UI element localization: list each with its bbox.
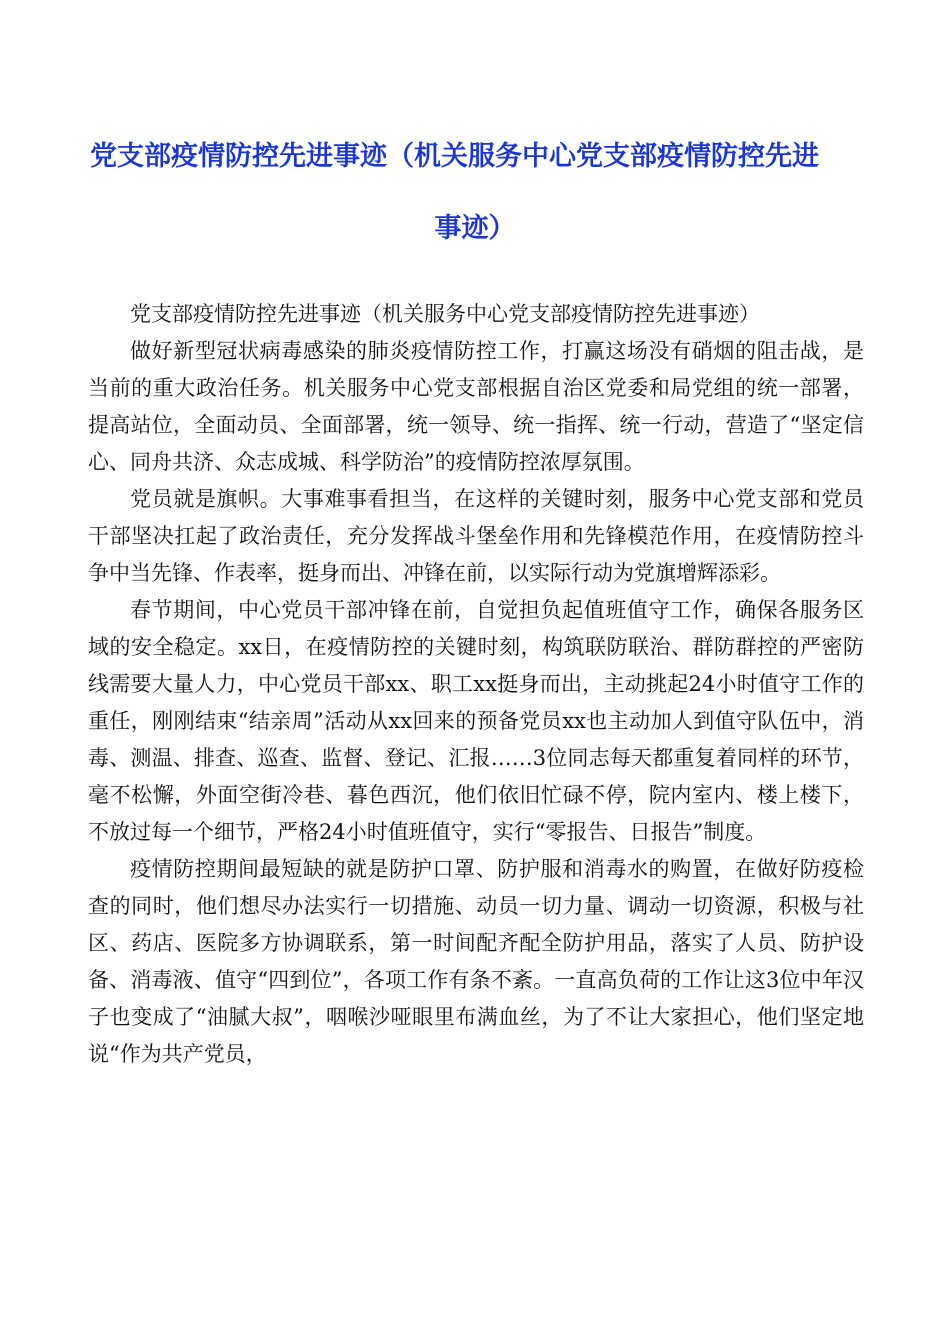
document-body (88, 296, 864, 1073)
paragraph-supplies: 疫情防控期间最短缺的就是防护口罩、防护服和消毒水的购置，在做好防疫检查的同时，他们想尽办法实行一切措施、动员一切力量、调动一切资源，积极与社区、药店、医院多方协调联系，第一时间配齐配全防护用品，落实了人员、防护设备、消毒液、值守“四到位”，各项工作有条不紊。一直高负荷的工作让这3位中年汉子也变成了“油腻大叔”，咽喉沙哑眼里布满血丝，为了不让大家担心，他们坚定地说“作为共产党员， (88, 857, 864, 1066)
paragraph-party-members: 党员就是旗帜。大事难事看担当，在这样的关键时刻，服务中心党支部和党员干部坚决扛起了政治责任，充分发挥战斗堡垒作用和先锋模范作用，在疫情防控斗争中当先锋、作表率，挺身而出、冲锋在前，以实际行动为党旗增辉添彩。 (88, 487, 864, 585)
paragraph-spring-festival: 春节期间，中心党员干部冲锋在前，自觉担负起值班值守工作，确保各服务区域的安全稳定。xx日，在疫情防控的关键时刻，构筑联防联治、群防群控的严密防线需要大量人力，中心党员干部xx、职工xx挺身而出，主动挑起24小时值守工作的重任，刚刚结束“结亲周”活动从xx回来的预备党员xx也主动加人到值守队伍中，消毒、测温、排查、巡查、监督、登记、汇报……3位同志每天都重复着同样的环节，毫不松懈，外面空街冷巷、暮色西沉，他们依旧忙碌不停，院内室内、楼上楼下，不放过每一个细节，严格24小时值班值守，实行“零报告、日报告”制度。 (88, 598, 864, 844)
paragraph-subtitle: 党支部疫情防控先进事迹（机关服务中心党支部疫情防控先进事迹） (130, 302, 760, 326)
paragraph-intro: 做好新型冠状病毒感染的肺炎疫情防控工作，打赢这场没有硝烟的阻击战，是当前的重大政治任务。机关服务中心党支部根据自治区党委和局党组的统一部署，提高站位，全面动员、全面部署，统一领导、统一指挥、统一行动，营造了“坚定信心、同舟共济、众志成城、科学防治”的疫情防控浓厚氛围。 (88, 339, 864, 474)
document-title-line1: 党支部疫情防控先进事迹（机关服务中心党支部疫情防控先进 (90, 141, 819, 172)
document-title-line2: 事迹） (434, 213, 516, 244)
